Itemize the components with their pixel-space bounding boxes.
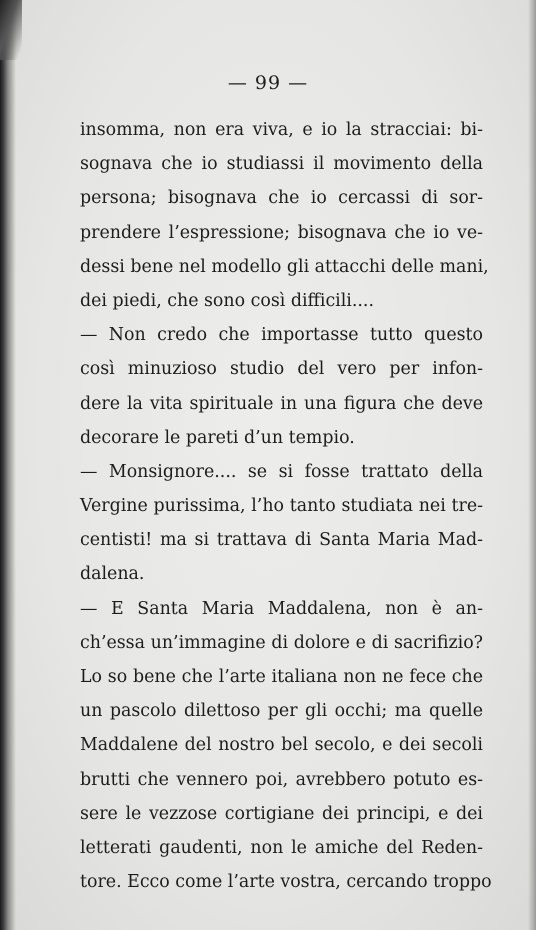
text-line: prendere l’espressione; bisognava che io ve-	[80, 222, 483, 243]
text-line: tore. Ecco come l’arte vostra, cercando troppo	[80, 872, 492, 893]
text-line: dessi bene nel modello gli attacchi delle mani,	[80, 256, 489, 277]
text-line: dalena.	[80, 564, 145, 585]
text-line: dei piedi, che sono così difficili....	[80, 290, 374, 311]
text-line: sognava che io studiassi il movimento della	[80, 154, 483, 175]
text-line: — Non credo che importasse tutto questo	[80, 325, 483, 346]
text-line: — Monsignore.... se si fosse trattato della	[80, 461, 483, 482]
page-number: — 99 —	[227, 72, 309, 94]
text-line: Lo so bene che l’arte italiana non ne fece che	[80, 667, 483, 687]
text-line: — E Santa Maria Maddalena, non è an-	[80, 598, 483, 619]
page-edge-shadow	[528, 0, 536, 930]
text-line: un pascolo dilettoso per gli occhi; ma quelle	[80, 701, 483, 722]
text-line: centisti! ma si trattava di Santa Maria Mad-	[80, 530, 483, 551]
text-line: letterati gaudenti, non le amiche del Reden-	[80, 837, 483, 858]
text-line: Maddalene del nostro bel secolo, e dei secoli	[80, 735, 483, 756]
text-line: sere le vezzose cortigiane dei principi, e dei	[80, 803, 483, 824]
text-line: brutti che vennero poi, avrebbero potuto es-	[80, 769, 483, 790]
text-line: ch’essa un’immagine di dolore e di sacrifizio?	[80, 632, 483, 653]
text-line: persona; bisognava che io cercassi di sor-	[80, 188, 483, 209]
body-text	[80, 113, 492, 899]
text-line: decorare le pareti d’un tempio.	[80, 427, 355, 448]
text-line: così minuzioso studio del vero per infon-	[80, 359, 483, 380]
text-line: insomma, non era viva, e io la stracciai: bi-	[80, 120, 483, 140]
page-corner-shadow	[0, 0, 22, 60]
text-line: dere la vita spirituale in una figura che deve	[80, 393, 483, 414]
page-binding-shadow	[0, 0, 16, 930]
text-line: Vergine purissima, l’ho tanto studiata nei tre-	[80, 496, 483, 517]
